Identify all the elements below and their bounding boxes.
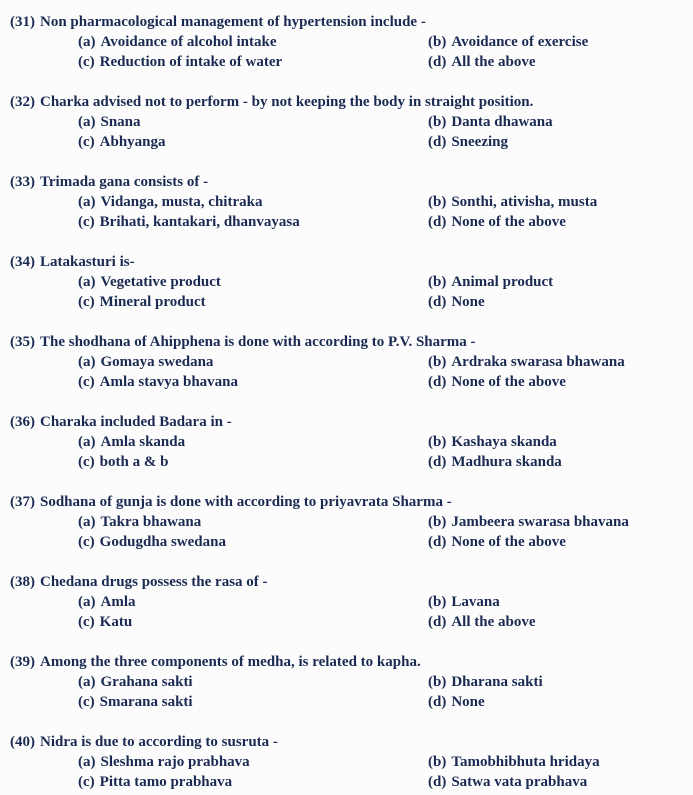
question-line (10, 172, 687, 192)
option-text: Amla (100, 594, 136, 610)
question-text: Among the three components of medha, is related to kapha. (40, 654, 421, 670)
option-c (78, 132, 428, 152)
question-line (10, 732, 687, 752)
option-a (78, 272, 428, 292)
option-d (428, 692, 687, 712)
option-b (428, 752, 687, 772)
question-block (10, 652, 687, 712)
option-text: Abhyanga (99, 134, 166, 150)
option-label: (a) (78, 274, 96, 290)
option-c (78, 532, 428, 552)
option-label: (c) (78, 614, 95, 630)
option-label: (b) (428, 34, 447, 50)
option-c (78, 292, 428, 312)
option-text: Jambeera swarasa bhavana (451, 514, 629, 530)
option-label: (d) (428, 774, 447, 790)
options-grid (10, 352, 687, 392)
option-a (78, 352, 428, 372)
option-label: (c) (78, 54, 95, 70)
option-text: Vidanga, musta, chitraka (100, 194, 263, 210)
option-d (428, 372, 687, 392)
option-label: (a) (78, 114, 96, 130)
option-text: Godugdha swedana (99, 534, 226, 550)
option-a (78, 112, 428, 132)
option-text: Smarana sakti (99, 694, 193, 710)
question-text: The shodhana of Ahipphena is done with according to P.V. Sharma - (40, 334, 476, 350)
option-label: (b) (428, 514, 447, 530)
question-line (10, 92, 687, 112)
question-text: Sodhana of gunja is done with according to priyavrata Sharma - (40, 494, 452, 510)
option-d (428, 612, 687, 632)
option-label: (b) (428, 354, 447, 370)
option-d (428, 132, 687, 152)
option-text: Mineral product (99, 294, 206, 310)
option-a (78, 592, 428, 612)
option-label: (d) (428, 694, 447, 710)
option-text: Amla stavya bhavana (99, 374, 239, 390)
option-text: Tamobhibhuta hridaya (451, 754, 600, 770)
options-grid (10, 592, 687, 632)
option-a (78, 672, 428, 692)
question-text: Nidra is due to according to susruta - (40, 734, 278, 750)
option-text: Madhura skanda (451, 454, 562, 470)
question-number: (37) (10, 494, 35, 510)
option-a (78, 512, 428, 532)
question-number: (31) (10, 14, 35, 30)
option-label: (b) (428, 274, 447, 290)
option-label: (c) (78, 534, 95, 550)
option-d (428, 452, 687, 472)
options-grid (10, 512, 687, 552)
option-label: (d) (428, 454, 447, 470)
option-d (428, 532, 687, 552)
option-text: Brihati, kantakari, dhanvayasa (99, 214, 300, 230)
options-grid (10, 112, 687, 152)
question-line (10, 412, 687, 432)
option-b (428, 592, 687, 612)
question-block (10, 732, 687, 792)
options-grid (10, 192, 687, 232)
option-text: Katu (99, 614, 133, 630)
option-text: None (451, 694, 485, 710)
option-text: Avoidance of exercise (451, 34, 589, 50)
question-number: (34) (10, 254, 35, 270)
option-label: (c) (78, 694, 95, 710)
option-label: (a) (78, 514, 96, 530)
option-text: Grahana sakti (100, 674, 193, 690)
option-label: (c) (78, 134, 95, 150)
option-text: Lavana (451, 594, 500, 610)
option-c (78, 52, 428, 72)
option-label: (d) (428, 374, 447, 390)
option-label: (d) (428, 214, 447, 230)
question-block (10, 572, 687, 632)
option-b (428, 432, 687, 452)
option-text: All the above (451, 614, 536, 630)
question-line (10, 652, 687, 672)
option-text: Avoidance of alcohol intake (100, 34, 277, 50)
question-number: (33) (10, 174, 35, 190)
option-text: None of the above (451, 534, 566, 550)
option-text: Ardraka swarasa bhawana (451, 354, 625, 370)
question-block (10, 252, 687, 312)
option-a (78, 752, 428, 772)
option-label: (b) (428, 594, 447, 610)
option-label: (d) (428, 534, 447, 550)
option-label: (b) (428, 674, 447, 690)
question-text: Trimada gana consists of - (40, 174, 209, 190)
options-grid (10, 432, 687, 472)
question-block (10, 172, 687, 232)
options-grid (10, 32, 687, 72)
option-label: (a) (78, 34, 96, 50)
option-label: (b) (428, 194, 447, 210)
option-label: (d) (428, 294, 447, 310)
question-text: Non pharmacological management of hypertension include - (40, 14, 426, 30)
option-text: Amla skanda (100, 434, 186, 450)
option-label: (b) (428, 754, 447, 770)
option-label: (d) (428, 54, 447, 70)
option-a (78, 192, 428, 212)
option-text: Vegetative product (100, 274, 221, 290)
question-block (10, 92, 687, 152)
option-text: Sneezing (451, 134, 509, 150)
option-label: (c) (78, 774, 95, 790)
option-text: Pitta tamo prabhava (99, 774, 233, 790)
question-number: (40) (10, 734, 35, 750)
question-text: Charka advised not to perform - by not keeping the body in straight position. (40, 94, 534, 110)
option-text: both a & b (99, 454, 169, 470)
option-c (78, 372, 428, 392)
option-label: (a) (78, 354, 96, 370)
option-label: (c) (78, 294, 95, 310)
question-number: (38) (10, 574, 35, 590)
option-text: Sleshma rajo prabhava (100, 754, 250, 770)
option-b (428, 272, 687, 292)
question-number: (39) (10, 654, 35, 670)
question-line (10, 252, 687, 272)
question-text: Charaka included Badara in - (40, 414, 232, 430)
option-label: (b) (428, 114, 447, 130)
option-label: (c) (78, 214, 95, 230)
question-number: (35) (10, 334, 35, 350)
question-block (10, 412, 687, 472)
question-block (10, 12, 687, 72)
option-text: Animal product (451, 274, 554, 290)
question-line (10, 12, 687, 32)
option-d (428, 52, 687, 72)
option-label: (a) (78, 754, 96, 770)
options-grid (10, 672, 687, 712)
option-text: Gomaya swedana (100, 354, 214, 370)
option-text: Takra bhawana (100, 514, 202, 530)
option-text: Danta dhawana (451, 114, 553, 130)
option-text: Reduction of intake of water (99, 54, 283, 70)
option-label: (c) (78, 374, 95, 390)
question-line (10, 332, 687, 352)
question-block (10, 332, 687, 392)
option-b (428, 672, 687, 692)
option-text: All the above (451, 54, 536, 70)
option-label: (a) (78, 594, 96, 610)
option-text: Snana (100, 114, 141, 130)
option-b (428, 32, 687, 52)
option-b (428, 352, 687, 372)
option-label: (a) (78, 434, 96, 450)
option-d (428, 292, 687, 312)
option-c (78, 212, 428, 232)
option-c (78, 692, 428, 712)
question-number: (36) (10, 414, 35, 430)
question-text: Chedana drugs possess the rasa of - (40, 574, 268, 590)
option-a (78, 32, 428, 52)
option-text: None of the above (451, 374, 566, 390)
option-label: (d) (428, 614, 447, 630)
option-text: Satwa vata prabhava (451, 774, 588, 790)
option-a (78, 432, 428, 452)
option-label: (b) (428, 434, 447, 450)
option-label: (a) (78, 674, 96, 690)
option-label: (c) (78, 454, 95, 470)
question-number: (32) (10, 94, 35, 110)
question-line (10, 492, 687, 512)
option-d (428, 212, 687, 232)
option-text: None of the above (451, 214, 566, 230)
option-c (78, 452, 428, 472)
option-text: Dharana sakti (451, 674, 543, 690)
option-c (78, 772, 428, 792)
option-c (78, 612, 428, 632)
question-text: Latakasturi is- (40, 254, 135, 270)
option-d (428, 772, 687, 792)
options-grid (10, 752, 687, 792)
options-grid (10, 272, 687, 312)
option-text: Sonthi, ativisha, musta (451, 194, 598, 210)
question-line (10, 572, 687, 592)
option-b (428, 112, 687, 132)
option-text: None (451, 294, 485, 310)
option-text: Kashaya skanda (451, 434, 557, 450)
question-block (10, 492, 687, 552)
option-label: (d) (428, 134, 447, 150)
option-b (428, 192, 687, 212)
option-label: (a) (78, 194, 96, 210)
option-b (428, 512, 687, 532)
